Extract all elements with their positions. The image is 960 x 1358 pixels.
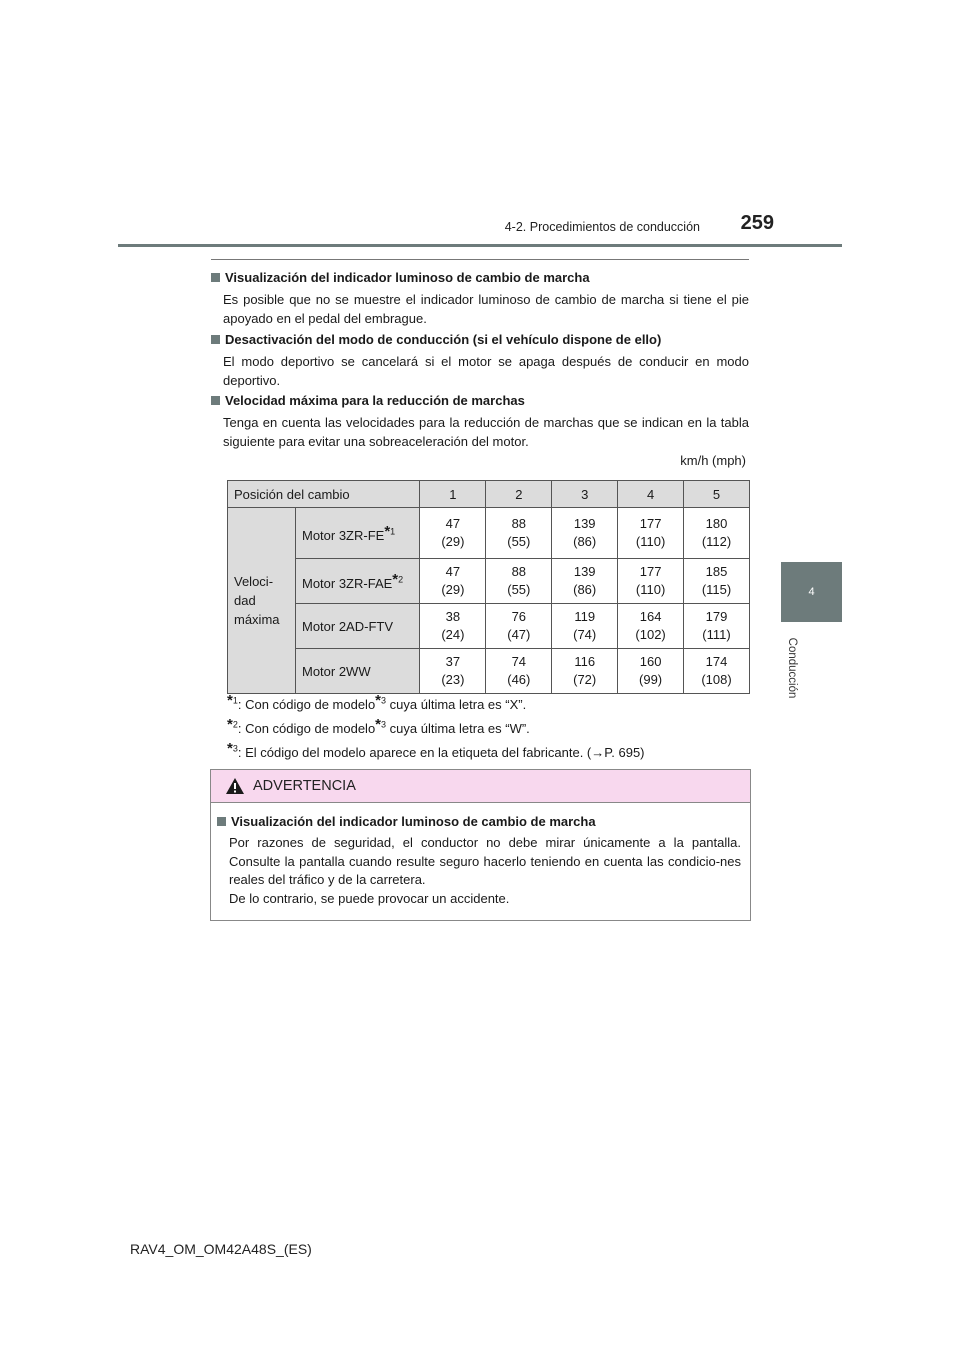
- warning-triangle-icon: [225, 777, 245, 795]
- document-code: RAV4_OM_OM42A48S_(ES): [130, 1241, 312, 1257]
- item-body: Es posible que no se muestre el indicador luminoso de cambio de marcha si tiene el pie apoyado en el pedal del embrague.: [223, 292, 749, 326]
- page-number: 259: [740, 212, 774, 234]
- header-cell: 1: [420, 481, 486, 508]
- value-cell: 76 (47): [486, 604, 552, 649]
- footnote-3: *$^3$: El código del modelo aparece en la etiqueta del fabricante. (→P. 695): [227, 740, 645, 760]
- warning-body: Por razones de seguridad, el conductor no debe mirar únicamente a la pantalla. Consulte la pantalla cuando resulte seguro hacerlo teniendo en cuenta las condicio-nes reales del tráfico y de la carretera. De lo contrario, se puede provocar un accidente.: [229, 835, 741, 906]
- value-cell: 179 (111): [684, 604, 750, 649]
- table-row: [228, 559, 750, 604]
- engine-cell: Motor 2AD-FTV: [295, 604, 419, 649]
- downshift-speed-table: [227, 480, 750, 694]
- item-title: Velocidad máxima para la reducción de marchas: [211, 391, 749, 409]
- value-cell: 177 (110): [618, 559, 684, 604]
- value-cell: 160 (99): [618, 649, 684, 694]
- item-body: Tenga en cuenta las velocidades para la reducción de marchas que se indican en la tabla siguiente para evitar una sobreaceleración del motor.: [223, 415, 749, 449]
- header-cell: 3: [552, 481, 618, 508]
- table-header-row: [228, 481, 750, 508]
- page-reference-link[interactable]: P. 695): [604, 745, 645, 760]
- warning-title: Visualización del indicador luminoso de cambio de marcha: [217, 814, 745, 829]
- warning-box: [210, 769, 751, 921]
- value-cell: 164 (102): [618, 604, 684, 649]
- header-cell: 2: [486, 481, 552, 508]
- table-row: [228, 604, 750, 649]
- table-row: [228, 649, 750, 694]
- engine-cell: Motor 3ZR-FE*$^1$: [295, 508, 419, 559]
- arrow-right-icon: →: [591, 745, 605, 760]
- value-cell: 38 (24): [420, 604, 486, 649]
- unit-note: km/h (mph): [680, 453, 746, 468]
- square-bullet-icon: [211, 335, 220, 344]
- item-drive-mode: [211, 330, 749, 390]
- value-cell: 139 (86): [552, 508, 618, 559]
- header-cell: 4: [618, 481, 684, 508]
- value-cell: 88 (55): [486, 559, 552, 604]
- group-label: Veloci- dad máxima: [228, 508, 296, 694]
- item-title: Visualización del indicador luminoso de cambio de marcha: [211, 268, 749, 286]
- engine-cell: Motor 3ZR-FAE*$^2$: [295, 559, 419, 604]
- warning-header: [211, 770, 750, 803]
- value-cell: 37 (23): [420, 649, 486, 694]
- value-cell: 180 (112): [684, 508, 750, 559]
- section-title: 4-2. Procedimientos de conducción: [504, 220, 700, 234]
- chapter-label: Conducción: [786, 637, 798, 699]
- square-bullet-icon: [211, 396, 220, 405]
- value-cell: 174 (108): [684, 649, 750, 694]
- chapter-tab[interactable]: 4: [781, 562, 842, 622]
- value-cell: 177 (110): [618, 508, 684, 559]
- square-bullet-icon: [211, 273, 220, 282]
- value-cell: 139 (86): [552, 559, 618, 604]
- engine-cell: Motor 2WW: [295, 649, 419, 694]
- footnote-1: *$^1$: Con código de modelo*$^3$ cuya última letra es “X”.: [227, 692, 527, 712]
- item-title: Desactivación del modo de conducción (si el vehículo dispone de ello): [211, 330, 749, 348]
- value-cell: 74 (46): [486, 649, 552, 694]
- value-cell: 116 (72): [552, 649, 618, 694]
- item-gear-indicator: [211, 268, 749, 328]
- warning-heading: ADVERTENCIA: [253, 778, 356, 794]
- item-max-speed: [211, 391, 749, 451]
- value-cell: 47 (29): [420, 559, 486, 604]
- content-rule: [211, 259, 749, 260]
- value-cell: 119 (74): [552, 604, 618, 649]
- item-body: El modo deportivo se cancelará si el motor se apaga después de conducir en modo deportivo.: [223, 354, 749, 388]
- value-cell: 47 (29): [420, 508, 486, 559]
- square-bullet-icon: [217, 817, 226, 826]
- value-cell: 88 (55): [486, 508, 552, 559]
- value-cell: 185 (115): [684, 559, 750, 604]
- header-rule: [118, 244, 842, 247]
- table-row: [228, 508, 750, 559]
- header-cell: 5: [684, 481, 750, 508]
- footnote-2: *$^2$: Con código de modelo*$^3$ cuya última letra es “W”.: [227, 716, 530, 736]
- header-cell: Posición del cambio: [228, 481, 420, 508]
